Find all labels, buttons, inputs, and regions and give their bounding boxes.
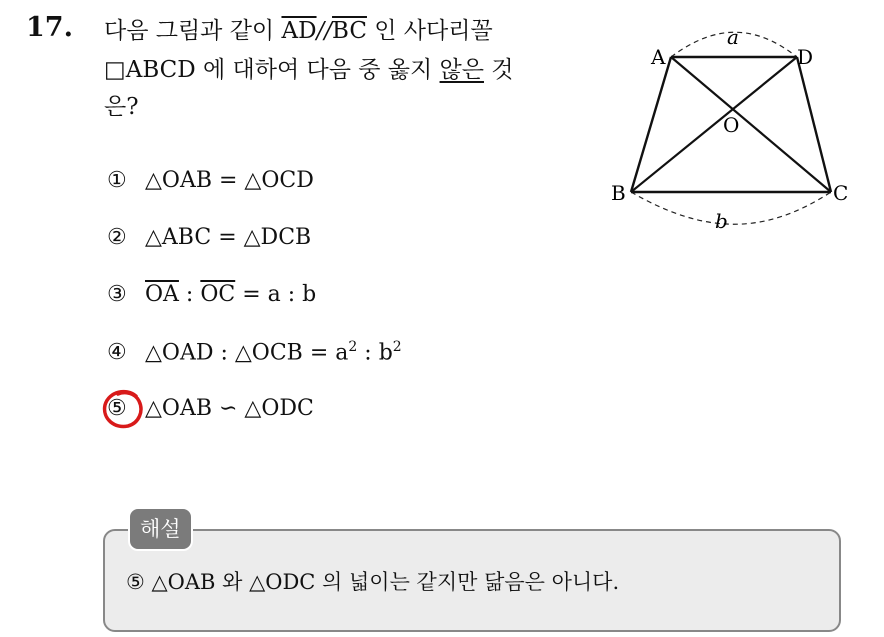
question-emphasis: 않은 — [439, 57, 484, 83]
length-label-a: a — [727, 25, 739, 49]
option-1-number: ① — [107, 168, 127, 193]
diagonal-bd — [631, 57, 797, 192]
question-number: 17. — [26, 12, 73, 43]
option-3[interactable] — [107, 282, 316, 307]
option-1-text: △OAB = △OCD — [145, 168, 314, 193]
question-line-2 — [104, 55, 514, 85]
exponent-a: 2 — [348, 339, 358, 355]
question-text-2a: □ABCD 에 대하여 다음 중 옳지 — [104, 57, 440, 83]
segment-ad: $\overline{AD}$ — [281, 18, 317, 44]
diagonal-ac — [671, 57, 831, 192]
option-5-text: △OAB ∽ △ODC — [145, 396, 314, 421]
question-line-1 — [104, 16, 493, 46]
vertex-label-b: B — [611, 181, 626, 205]
bottom-dashed-arc — [631, 192, 831, 224]
vertex-label-c: C — [833, 181, 849, 205]
segment-bc: $\overline{BC}$ — [332, 18, 367, 44]
point-label-o: O — [723, 113, 740, 137]
option-1[interactable] — [107, 168, 314, 193]
question-line-3: 은? — [104, 94, 139, 120]
option-2-text: △ABC = △DCB — [145, 225, 312, 250]
segment-oc: $\overline{OC}$ — [200, 282, 236, 307]
explanation-tag: 해설 — [128, 507, 193, 551]
option-2[interactable] — [107, 225, 311, 250]
segment-oa: $\overline{OA}$ — [145, 282, 179, 307]
option-2-number: ② — [107, 225, 127, 250]
vertex-label-a: A — [651, 45, 666, 69]
vertex-label-d: D — [797, 45, 814, 69]
option-3-rest: = a : b — [235, 282, 317, 307]
answer-circle-mark — [101, 387, 145, 431]
length-label-b: b — [715, 209, 728, 233]
question-text-1a: 다음 그림과 같이 — [104, 18, 282, 44]
exponent-b: 2 — [392, 339, 402, 355]
question-text-2b: 것 — [483, 57, 514, 83]
trapezoid-figure — [605, 20, 865, 240]
explanation-text: ⑤ △OAB 와 △ODC 의 넓이는 같지만 닮음은 아니다. — [126, 570, 620, 594]
side-dc — [797, 57, 831, 192]
option-4-text-b: : b — [357, 340, 393, 366]
parallel-symbol: // — [316, 18, 333, 44]
ratio-colon: : — [178, 282, 201, 307]
option-5-number: ⑤ — [107, 396, 127, 421]
option-4-number: ④ — [107, 340, 127, 366]
option-4[interactable] — [107, 339, 402, 365]
option-4-text-a: △OAD : △OCB = a — [145, 340, 349, 366]
side-ab — [631, 57, 671, 192]
question-text-1b: 인 사다리꼴 — [366, 18, 493, 44]
option-3-number: ③ — [107, 282, 127, 307]
